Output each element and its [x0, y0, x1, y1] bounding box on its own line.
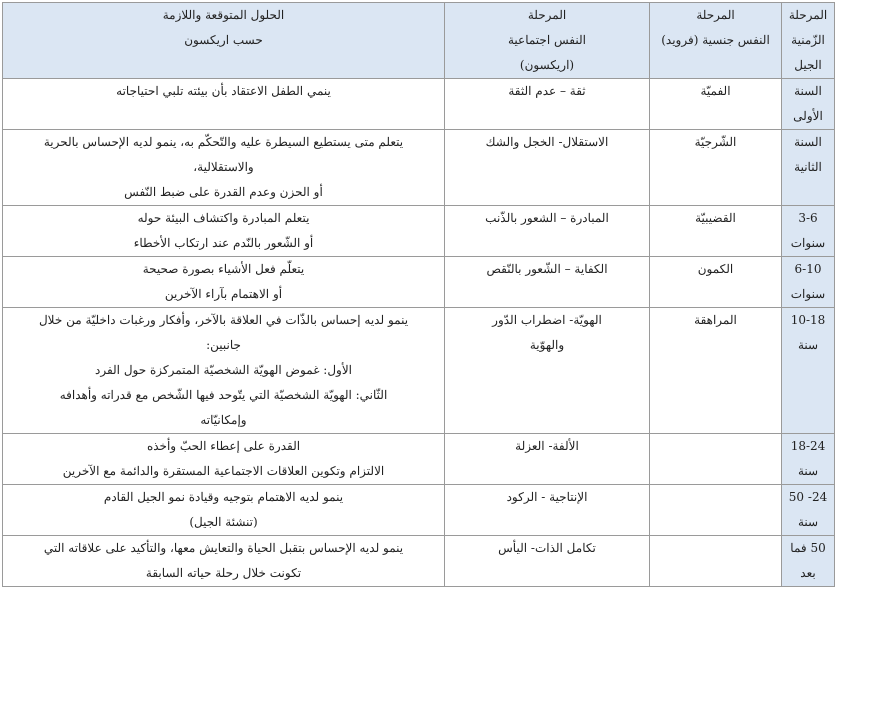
- header-age-line: المرحلة: [788, 8, 828, 22]
- stage-age-line: الثانية: [794, 160, 822, 174]
- stage-erikson-line: المبادرة – الشعور بالذّنب: [485, 211, 609, 225]
- header-freud-line: المرحلة: [696, 8, 735, 22]
- stage-erikson-cell: [445, 434, 650, 485]
- stage-freud-line: الكمون: [697, 262, 734, 276]
- stage-freud-cell: [650, 257, 782, 308]
- stage-age-line: السنة: [794, 84, 822, 98]
- stage-erikson-line: الألفة- العزلة: [515, 439, 579, 453]
- stage-solutions-line: الثّاني: الهويّة الشخصيّة التي يتّوحد فيها الشّخص مع قدراته وأهدافه: [59, 388, 388, 402]
- stage-erikson-line: الهويّة- اضطراب الدّور: [492, 313, 602, 327]
- stage-erikson-cell: [445, 257, 650, 308]
- stage-solutions-line: أو الاهتمام بآراء الآخرين: [164, 287, 283, 301]
- stage-age-line: السنة: [794, 135, 822, 149]
- stage-solutions-line: يتعلم المبادرة واكتشاف البيئة حوله: [137, 211, 310, 225]
- header-age-cell: [782, 3, 835, 79]
- stage-solutions-line: يتعلّم فعل الأشياء بصورة صحيحة: [142, 262, 305, 276]
- stage-freud-line: الفميّة: [700, 84, 731, 98]
- header-erikson-cell: [445, 3, 650, 79]
- header-erikson-line: النفس اجتماعية: [508, 33, 586, 47]
- stage-erikson-cell: [445, 485, 650, 536]
- stage-row: [3, 308, 835, 434]
- stage-erikson-line: الإنتاجية - الركود: [506, 490, 588, 504]
- stage-age-line: سنوات: [790, 287, 826, 301]
- stage-solutions-cell: [3, 308, 445, 434]
- stage-solutions-line: أو الحزن وعدم القدرة على ضبط النّفس: [124, 185, 323, 199]
- stage-age-cell: [782, 130, 835, 206]
- stage-age-line: سنة: [797, 338, 819, 352]
- development-stages-table: [2, 2, 835, 587]
- stage-erikson-line: تكامل الذات- اليأس: [498, 541, 596, 555]
- header-erikson-line: (اريكسون): [519, 58, 575, 72]
- stage-erikson-line: الاستقلال- الخجل والشك: [485, 135, 609, 149]
- stage-erikson-cell: [445, 79, 650, 130]
- stage-solutions-line: (تنشئة الجيل): [189, 515, 258, 529]
- stage-solutions-cell: [3, 206, 445, 257]
- header-freud-line: النفس جنسية (فرويد): [661, 33, 770, 47]
- stage-row: [3, 79, 835, 130]
- stage-solutions-line: يتعلم متى يستطيع السيطرة عليه والتّحكّم به، ينمو لديه الإحساس بالحرية: [43, 135, 404, 149]
- stage-freud-line: القضيبيّة: [695, 211, 736, 225]
- stage-solutions-line: الالتزام وتكوين العلاقات الاجتماعية المستقرة والدائمة مع الآخرين: [62, 464, 385, 478]
- stage-solutions-cell: [3, 130, 445, 206]
- header-age-line: الجيل: [794, 58, 822, 72]
- stage-age-line: سنة: [797, 515, 819, 529]
- stage-solutions-line: تكونت خلال رحلة حياته السابقة: [145, 566, 302, 580]
- stage-freud-cell: [650, 308, 782, 434]
- table-body: [3, 3, 835, 587]
- header-row: [3, 3, 835, 79]
- stage-solutions-line: وإمكانيّاته: [200, 413, 247, 427]
- stage-age-cell: [782, 434, 835, 485]
- stage-age-cell: [782, 206, 835, 257]
- stage-solutions-line: ينمو لديه إحساس بالذّات في العلاقة بالآخر، وأفكار ورغبات داخليّة من خلال: [38, 313, 409, 327]
- stage-freud-cell: [650, 536, 782, 587]
- stage-erikson-cell: [445, 130, 650, 206]
- header-freud-cell: [650, 3, 782, 79]
- stage-solutions-cell: [3, 79, 445, 130]
- header-solutions-line: حسب اريكسون: [184, 33, 263, 47]
- stage-solutions-line: والاستقلالية،: [193, 160, 254, 174]
- stage-solutions-line: القدرة على إعطاء الحبّ وأخذه: [146, 439, 301, 453]
- stage-row: [3, 257, 835, 308]
- stage-row: [3, 434, 835, 485]
- stage-age-line: الأولى: [793, 109, 823, 123]
- stage-solutions-line: أو الشّعور بالنّدم عند ارتكاب الأخطاء: [133, 236, 314, 250]
- stage-erikson-line: والهوّية: [529, 338, 565, 352]
- stage-age-line: بعد: [800, 566, 816, 580]
- stage-age-cell: [782, 308, 835, 434]
- stage-freud-line: الشّرجيّة: [694, 135, 737, 149]
- header-solutions-cell: [3, 3, 445, 79]
- stage-row: [3, 206, 835, 257]
- stage-age-cell: [782, 257, 835, 308]
- stage-age-line: 24- 50: [788, 490, 828, 504]
- stage-age-line: 3-6: [798, 211, 818, 225]
- stage-freud-cell: [650, 130, 782, 206]
- stage-row: [3, 485, 835, 536]
- stage-age-cell: [782, 79, 835, 130]
- stage-erikson-line: الكفاية – الشّعور بالنّقص: [486, 262, 608, 276]
- stage-age-line: 10-18: [790, 313, 826, 327]
- stage-age-line: 6-10: [794, 262, 822, 276]
- stage-erikson-cell: [445, 206, 650, 257]
- stage-freud-line: المراهقة: [694, 313, 737, 327]
- stage-row: [3, 130, 835, 206]
- stage-age-line: سنة: [797, 464, 819, 478]
- stage-erikson-cell: [445, 536, 650, 587]
- header-solutions-line: الحلول المتوقعة واللازمة: [162, 8, 285, 22]
- header-age-line: الزّمنية: [791, 33, 825, 47]
- stage-solutions-line: ينمو لديه الاهتمام بتوجيه وقيادة نمو الجيل القادم: [103, 490, 344, 504]
- stage-age-line: 50 فما: [790, 541, 826, 555]
- stage-solutions-line: ينمي الطفل الاعتقاد بأن بيئته تلبي احتياجاته: [116, 84, 331, 98]
- stage-solutions-cell: [3, 485, 445, 536]
- stage-solutions-line: الأول: غموض الهويّة الشخصيّة المتمركزة حول الفرد: [94, 363, 353, 377]
- stage-freud-cell: [650, 434, 782, 485]
- stage-age-cell: [782, 485, 835, 536]
- stage-age-cell: [782, 536, 835, 587]
- stage-freud-cell: [650, 79, 782, 130]
- header-erikson-line: المرحلة: [527, 8, 567, 22]
- stage-solutions-cell: [3, 257, 445, 308]
- stage-freud-cell: [650, 206, 782, 257]
- stage-solutions-line: ينمو لديه الإحساس بتقبل الحياة والتعايش معها، والتأكيد على علاقاته التي: [43, 541, 404, 555]
- stage-solutions-cell: [3, 434, 445, 485]
- stage-freud-cell: [650, 485, 782, 536]
- stage-row: [3, 536, 835, 587]
- stage-solutions-cell: [3, 536, 445, 587]
- stage-age-line: 18-24: [790, 439, 826, 453]
- stage-solutions-line: جانبين:: [206, 338, 241, 352]
- stage-age-line: سنوات: [790, 236, 826, 250]
- stage-erikson-cell: [445, 308, 650, 434]
- stage-erikson-line: ثقة – عدم الثقة: [508, 84, 586, 98]
